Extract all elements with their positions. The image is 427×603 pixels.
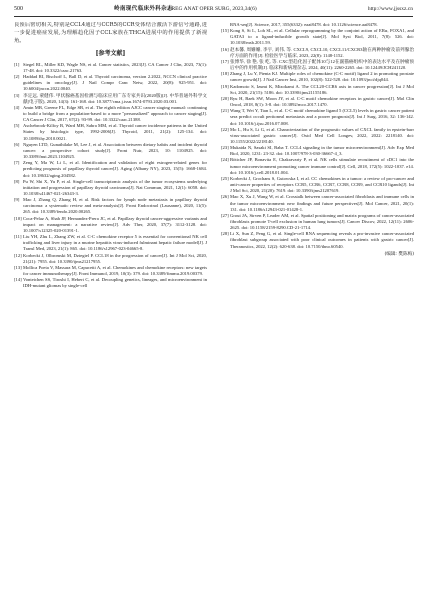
reference-text: Mao J, Zhang Q, Zhang H, et al. Risk factors for lymph node metastasis in papillary thyroid carcinoma: a systematic review and meta-analysis[J]. Front Endocrinol (Lausanne), 2020, 11(5): 265. doi: 10.3389/fendo.2020.00265. [23,197,207,215]
reference-entry [14,105,207,123]
reference-number: [8] [14,178,20,184]
page-number: 500 [14,6,23,12]
references-list-left [14,62,207,290]
reference-text: Böttcher JP, Bonavita E, Chakravarty P, et al. NK cells stimulate recruitment of cDC1 into the tumor microenvironment promoting cancer immune control[J]. Cell, 2018, 172(5): 1022-1037. e14. doi: 10.1016/j.cell.2018.01.004. [230,157,414,175]
references-heading: [参考文献] [95,49,126,57]
reference-text: Zeng Y, Ma W, Li L, et al. Identification and validation of eight estrogen-related genes for predicting prognosis of papillary thyroid cancer[J]. Aging (Albany NY), 2023, 15(5): 1668-1684. doi: 10.18632/aging.204582. [23,160,207,178]
reference-text: Korbecki J, Grochans S, Gutowska I, et al. CC chemokines in a tumor: a review of pro-cancer and anti-cancer properties of receptors CCR5, CCR6, CCR7, CCR8, CCR9, and CCR10 ligands[J]. Int J Mol Sci, 2020, 21(20): 7619. doi: 10.3390/ijms21207619. [230,175,414,194]
reference-text: Korbecki J, Olbromski M, Dziegiel P. CCL18 in the progression of cancer[J]. Int J Mol Sci, 2020, 21(21): 7955. doi: 10.3390/ijms21217955. [23,252,207,264]
reference-number: [6] [14,141,20,147]
reference-text: Zhang J, Lu Y, Pienta KJ. Multiple roles of chemokine (C-C motif) ligand 2 in promoting prostate cancer growth[J]. J Natl Cancer Inst, 2010, 102(8): 522-528. doi: 10.1093/jnci/djq044. [230,71,414,83]
reference-entry [221,194,414,212]
reference-text: 张博华, 徐 艳, 张 屹, 等. CXC型趋化因子配体10与12在副猫癌组织中的表达水平及在肿瘤预后中的作用机制[J]. 临床和新病理杂志, 2024, 40(11): 2260-2265. doi: 10.12449/JCH241120. [230,58,414,71]
reference-text: Mao X, Xu J, Wang W, et al. Crosstalk between cancer-associated fibroblasts and immune cells in the tumor microenvironment: new findings and future perspectives[J]. Mol Cancer, 2021, 20(1): 131. doi: 10.1186/s12943-021-01428-1. [230,194,414,212]
reference-number: [15] [221,28,229,34]
reference-entry [14,142,207,160]
reference-text: Vonteichen SS, Tiroshi I, Hebert C, et al. Decoupling genetics, lineages, and microenvironment in IDH-mutant gliomas by single-cell [23,277,207,289]
reference-entry [14,265,207,277]
reference-text: Pu W, Shi X, Yu P, et al. Single-cell transcriptomic analysis of the tumor ecosystems underlying initiation and progression of papillary thyroid carcinoma[J]. Nat Commun, 2021, 12(1): 6058. doi: 10.1038/s41467-021-26343-3. [23,178,207,196]
reference-text: Grout JA, Sirven P, Leader AM, et al. Spatial positioning and matrix programs of cancer-associated fibroblasts promote T-cell exclusion in human lung tumors[J]. Cancer Discov, 2022, 12(11): 2606-2625. doi: 10.1158/2159-8290.CD-21-1714. [230,212,414,231]
reference-entry [221,108,414,126]
conclusion-paragraph: 良预后密切相关,特别是CCL4通过与CCR5的CCR受体结合激活下游信号通路,进一步促进癌症发展,为理解趋化因子CCL家族在THCA进展中的作用提供了新视角。 [14,22,207,44]
reference-text: 李定远, 蒙健伟. 甲状腺癌基因检测与临床应用广东专家共识(2020版)[J]. 中华普通外科学文献(电子版), 2020, 14(3): 161-168. doi: 10.3877/cma.j.issn.1674-0793.2020.03.001. [23,92,207,104]
reference-entry [221,145,414,157]
reference-entry [14,197,207,215]
reference-text: Kong S, Si L, Loh SL, et al. Cellular reprogramming by the conjoint action of ERα, FOXA1, and GATA3 to a ligand-inducible growth state[J]. Mol Syst Biol, 2011, 7(8): 526. doi: 10.1038/msb.2011.59. [230,28,414,46]
reference-number: [4] [14,104,20,110]
reference-number: [7] [14,160,20,166]
journal-title-chinese: 岭南现代临床外科杂志 [114,6,173,12]
reference-number: [25] [221,175,229,181]
reference-number: [10] [14,215,22,221]
reference-number: [20] [221,95,229,101]
editor-note: (编辑: 樊陈梅) [384,251,414,257]
journal-title-english-date: J REG ANAT OPER SURG, 2023,34(6) [168,6,257,12]
reference-number: [14] [14,277,22,283]
reference-entry [14,74,207,92]
references-list-right [221,22,414,250]
running-header [14,3,413,17]
left-column [14,22,207,597]
reference-text: Aschebrook-Kilfoy B, Ward MH, Sabra MM, et al. Thyroid cancer incidence patterns in the United States by histologic type, 1992-2006[J]. Thyroid, 2011, 21(2): 125-134. doi: 10.1089/thy.2010.0021. [23,123,207,141]
reference-text: Siegel RL, Miller KD, Wagle NS, et al. Cancer statistics, 2023[J]. CA Cancer J Clin, 2023, 73(1): 17-48. doi: 10.3322/caac.21763. [23,61,207,73]
reference-number: [12] [14,252,22,258]
journal-website: http://www.jjssxz.cn [367,6,413,12]
reference-entry [221,47,414,59]
reference-text: RNA-seq[J]. Science, 2017, 355(6332): eaai8478. doi: 10.1126/science.aai8478. [230,22,378,27]
reference-text: Li X, Sun Z, Peng G, et al. Single-cell RNA sequencing reveals a pro-invasive cancer-associated fibroblast subgroup associated with poor clinical outcomes in patients with gastric cancer[J]. Theranostics, 2022, 12(2): 620-638. doi: 10.7150/thno.60540. [230,231,414,249]
reference-entry [221,28,414,46]
reference-number: [2] [14,74,20,80]
reference-entry [221,213,414,231]
reference-entry [221,176,414,194]
reference-text: Coca-Pelaz A, Shah JP, Hernandez-Prera JC, et al. Papillary thyroid cancer-aggressive variants and impact on management: a narrative review[J]. Adv Ther, 2020, 37(7): 3112-3128. doi: 10.1007/s12325-020-01391-1. [23,215,207,233]
reference-text: Mollica Poeta V, Massara M, Capucetti A, et al. Chemokines and chemokine receptors: new targets for cancer immunotherapy[J]. Front Immunol, 2019, 10(3): 379. doi: 10.3389/fimmu.2019.00379. [23,264,207,277]
reference-entry [221,157,414,175]
reference-text: 赵本馨, 周姗姗, 李宇, 刘伟, 等. CXCL9, CXCL10, CXCL11/CXCR3轴在两种肿瘤及前列腺治疗方面的作用[J]. 检验医学与临床, 2023, 22(8): 1148-1152. [230,46,414,58]
reference-text: Kadomoto S, Izumi K, Mizokami A. The CCL20-CCR6 axis in cancer progression[J]. Int J Mol Sci, 2020, 21(15): 5186. doi: 10.3390/ijms21155186. [230,83,414,95]
reference-number: [22] [221,126,229,132]
reference-text: Liu YH, Zhu L, Zhang ZW, et al. C-C chemokine receptor 5 is essential for conventional NK cell trafficking and liver injury in a murine hepatitis virus-induced fulminant hepatic failure model[J]. J Transl Med, 2023, 21(1): 865. doi: 10.1186/s12967-023-04665-8. [23,234,207,252]
reference-text: Nguyen LTD, Gunathilake M, Lee J, et al. Association between dietary habits and incident thyroid cancer: a prospective cohort study[J]. Front Nutr, 2023, 10: 1104925. doi: 10.3389/fnut.2023.1104925. [23,141,207,160]
reference-entry [14,93,207,105]
reference-number: [21] [221,108,229,114]
reference-number: [17] [221,58,229,64]
reference-number: [28] [221,231,229,237]
reference-entry [14,234,207,252]
reference-entry [221,127,414,145]
reference-entry [14,179,207,197]
reference-entry [221,59,414,71]
reference-number: [1] [14,61,20,67]
reference-text: Haddad RI, Bischoff L, Ball D, et al. Thyroid carcinoma, version 2.2022, NCCN clinical practice guidelines in oncology[J]. J Natl Compr Canc Netw, 2022, 20(8): 925-951. doi: 10.6004/jnccn.2022.0040. [23,74,207,92]
reference-number: [11] [14,234,22,240]
reference-text: Amin MB, Greene FL, Edge SB, et al. The eighth edition AJCC cancer staging manual: continuing to build a bridge from a population-based to a more "personalized" approach to cancer staging[J]. CA Cancer J Clin, 2017, 67(2): 93-99. doi: 10.3322/caac.21388. [23,104,207,123]
reference-entry [14,62,207,74]
reference-number: [26] [221,194,229,200]
reference-text: Mo L, Hu S, Li G, et al. Characterization of the prognostic values of CXCL family in epstein-barr virus-associated gastric cancer[J]. Oxid Med Cell Longev, 2022, 2022: 2218140. doi: 10.1155/2022/2218140. [230,126,414,144]
reference-number: [24] [221,157,229,163]
reference-entry [14,216,207,234]
reference-entry [14,253,207,265]
reference-entry [221,71,414,83]
reference-number: [13] [14,264,22,270]
reference-number: [27] [221,212,229,218]
reference-text: Mukaida N, Sasaki SI, Baba T. CCL4 signaling in the tumor microenvironment[J]. Adv Exp Med Biol, 2020, 1231: 23-32. doi: 10.1007/978-3-030-36667-4_3. [230,145,414,157]
reference-entry [221,231,414,249]
reference-number: [5] [14,123,20,129]
reference-number: [9] [14,197,20,203]
reference-entry [14,160,207,178]
reference-entry [221,96,414,108]
right-column [221,22,414,597]
reference-number: [19] [221,83,229,89]
reference-entry [14,277,207,289]
reference-number: [18] [221,71,229,77]
reference-text: Wang T, Wei Y, Tian L, et al. C-C motif chemokine ligand 5 (CCL5) levels in gastric cancer patient sera predict occult peritoneal metastasis and a poorer prognosis[J]. Int J Surg, 2016, 32: 136-142. doi: 10.1016/j.ijsu.2016.07.008. [230,108,414,126]
reference-entry [221,84,414,96]
reference-number: [3] [14,92,20,98]
reference-entry [14,123,207,141]
reference-number: [16] [221,46,229,52]
reference-text: Ryu H, Baek SW, Moon JY, et al. C-C motif chemokine receptors in gastric cancer[J]. Mol Clin Oncol, 2018, 8(1): 3-8. doi: 10.3892/mco.2017.1470. [230,95,414,108]
reference-number: [23] [221,145,229,151]
